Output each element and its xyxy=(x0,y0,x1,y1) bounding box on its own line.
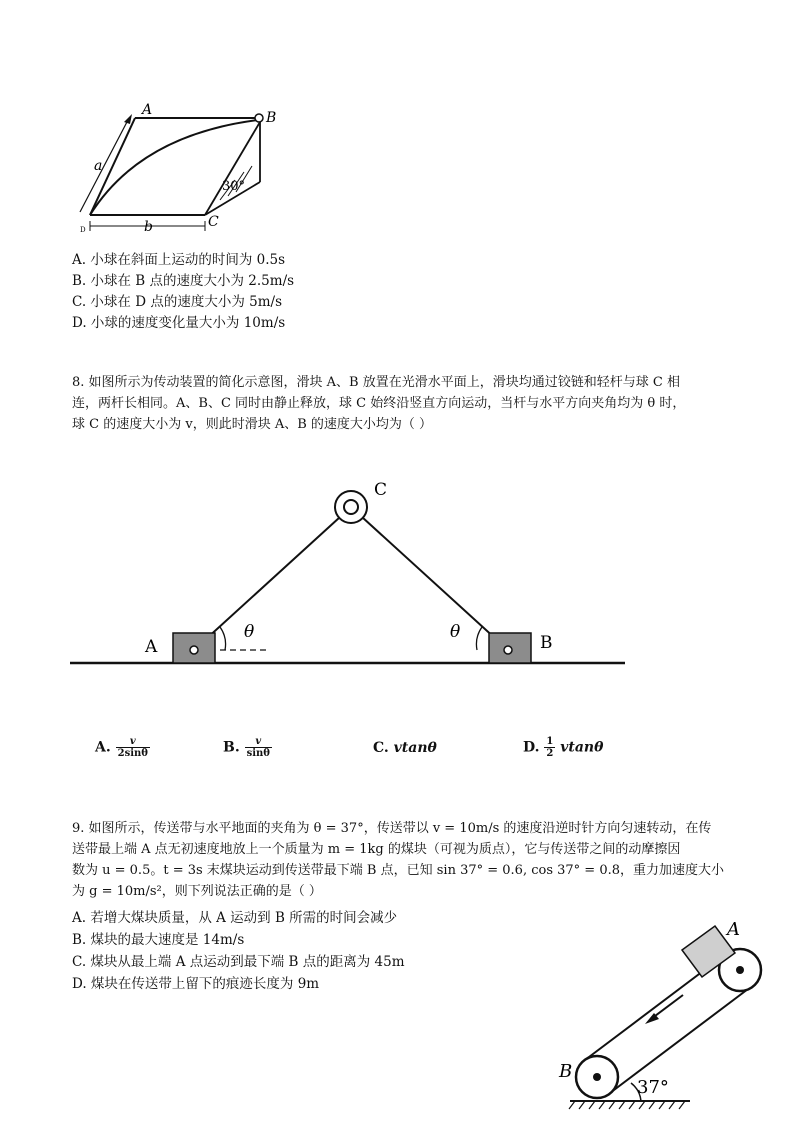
q9-line-2: 送带最上端 A 点无初速度地放上一个质量为 m = 1kg 的煤块（可视为质点），它与传送带之间的动摩擦因 xyxy=(72,842,681,857)
pulley-b-label: B xyxy=(559,1061,573,1082)
side-b-label: b xyxy=(144,219,153,235)
q8-choice-b: B. $\frac{v}{\sin\theta}$ xyxy=(223,736,270,759)
conveyor-figure xyxy=(555,915,775,1115)
q8-line-2: 连，两杆长相同。A、B、C 同时由静止释放，球 C 始终沿竖直方向运动，当杆与水平方向夹角均为 θ 时， xyxy=(72,396,686,411)
q9-line-1: 9. 如图所示，传送带与水平地面的夹角为 θ = 37°，传送带以 v = 10m/s 的速度沿逆时针方向匀速转动，在传 xyxy=(72,821,712,836)
q9-option-b: B. 煤块的最大速度是 14m/s xyxy=(72,932,245,948)
linkage-figure xyxy=(70,475,630,675)
q8-choice-a-fraction: $\frac{v}{2\sin\theta}$ xyxy=(117,736,148,759)
q8-choice-c: C. vtanθ xyxy=(373,740,437,756)
angle-label: 30° xyxy=(222,179,246,194)
q9-stem xyxy=(72,818,722,902)
point-b-label: B xyxy=(266,110,277,126)
point-a-label: A xyxy=(142,102,153,118)
q8-choice-b-fraction: $\frac{v}{\sin\theta}$ xyxy=(246,736,270,759)
q7-option-b: B. 小球在 B 点的速度大小为 2.5m/s xyxy=(72,273,295,289)
q8-choice-d-fraction: $\frac{1}{2}$ xyxy=(546,736,554,759)
q8-stem xyxy=(72,372,722,435)
q8-choice-d: D. $\frac{1}{2}$ vtanθ xyxy=(523,736,604,759)
side-a-label: a xyxy=(94,158,103,174)
block-a-label: A xyxy=(727,919,740,940)
q7-option-a: A. 小球在斜面上运动的时间为 0.5s xyxy=(72,252,286,268)
q9-option-c: C. 煤块从最上端 A 点运动到最下端 B 点的距离为 45m xyxy=(72,954,405,970)
point-c-label: C xyxy=(208,214,219,230)
theta-right-label: θ xyxy=(450,622,461,642)
q9-line-3: 数为 u = 0.5。t = 3s 末煤块运动到传送带最下端 B 点，已知 sin 37° = 0.6, cos 37° = 0.8，重力加速度大小 xyxy=(72,863,724,878)
q8-line-1: 8. 如图所示为传动装置的简化示意图，滑块 A、B 放置在光滑水平面上，滑块均通过铰链和轻杆与球 C 相 xyxy=(72,375,680,390)
angle-37-label: 37° xyxy=(637,1077,669,1098)
q9-option-a: A. 若增大煤块质量，从 A 运动到 B 所需的时间会减少 xyxy=(72,910,398,926)
q9-option-d: D. 煤块在传送带上留下的痕迹长度为 9m xyxy=(72,976,320,992)
ball-c-label: C xyxy=(374,480,388,500)
q7-option-d: D. 小球的速度变化量大小为 10m/s xyxy=(72,315,286,331)
theta-left-label: θ xyxy=(244,622,255,642)
point-d-label: D xyxy=(80,226,86,234)
q8-line-3: 球 C 的速度大小为 v，则此时滑块 A、B 的速度大小均为（ ） xyxy=(72,417,433,432)
q9-line-4: 为 g = 10m/s²，则下列说法正确的是（ ） xyxy=(72,884,322,899)
block-a-label: A xyxy=(145,637,158,657)
q7-option-c: C. 小球在 D 点的速度大小为 5m/s xyxy=(72,294,282,310)
incline-figure xyxy=(70,100,280,240)
q8-choice-a: A. $\frac{v}{2\sin\theta}$ xyxy=(95,736,148,759)
block-b-label: B xyxy=(540,633,553,653)
